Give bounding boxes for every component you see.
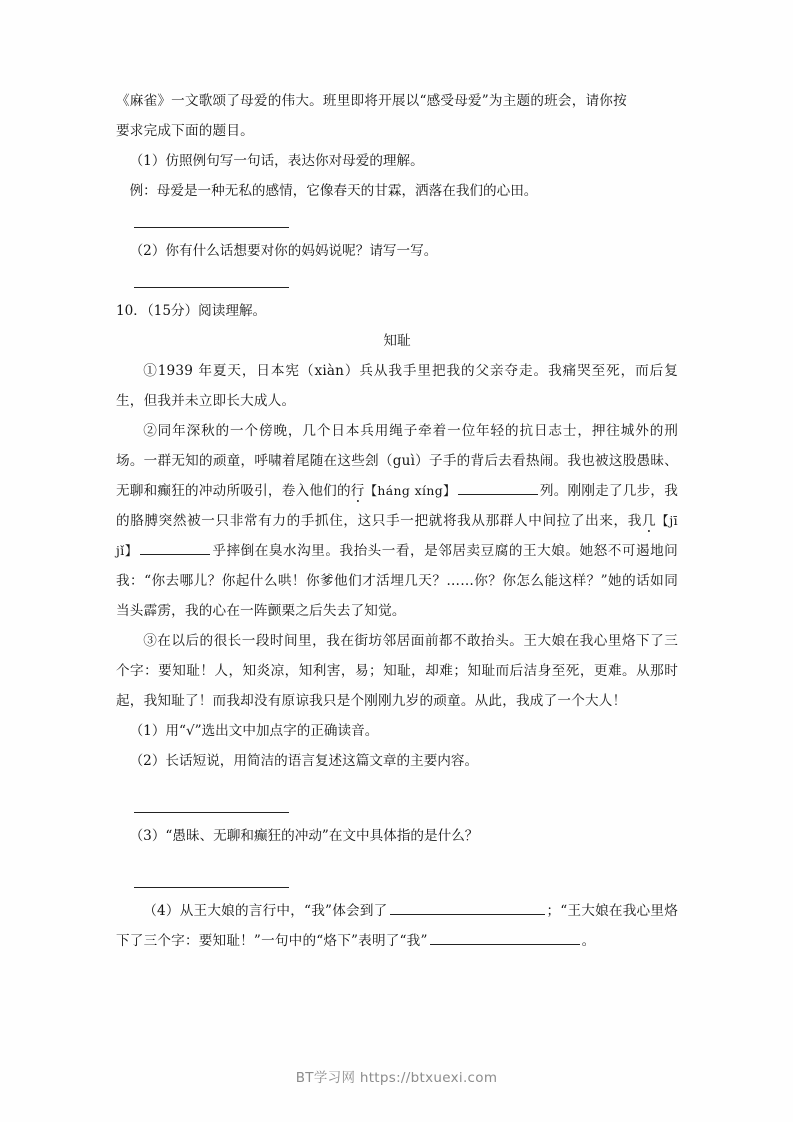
passage-paragraph-1: ①1939 年夏天，日本宪（xiàn）兵从我手里把我的父亲夺走。我痛哭至死，而后复生，但我并未立即长大成人。 xyxy=(116,363,678,409)
q9-sub-2-answer-blank[interactable] xyxy=(116,266,678,296)
q10-sub-4-blank-1[interactable] xyxy=(390,899,545,915)
q10-sub-4-text-a: （4）从王大娘的言行中，“我”体会到了 xyxy=(143,903,388,919)
q9-sub-2: （2）你有什么话想要对你的妈妈说呢？请写一写。 xyxy=(129,243,438,259)
q10-sub-2: （2）长话短说，用简洁的语言复述这篇文章的主要内容。 xyxy=(129,753,479,769)
pinyin-choice-blank-2[interactable] xyxy=(140,539,210,555)
q10-heading: 10．（15分）阅读理解。 xyxy=(116,303,267,319)
q10-sub-2-answer-blank[interactable] xyxy=(116,791,678,821)
q10-sub-2-gap xyxy=(116,776,678,791)
emphasis-dot-char: 行 xyxy=(350,483,365,499)
passage-paragraph-2 xyxy=(116,416,678,626)
page-content xyxy=(116,86,678,956)
passage-title: 知耻 xyxy=(383,333,411,349)
pinyin-hang-xing: 【háng xíng】 xyxy=(364,483,456,498)
emphasis-dot-char: 几 xyxy=(641,513,657,529)
q10-sub-4-text-b: ；“王大娘在我心里烙下了三个字：要知耻！”一句中的“烙下”表明了“我” xyxy=(116,903,678,949)
q9-prompt-line2: 要求完成下面的题目。 xyxy=(116,123,254,139)
question-10-block xyxy=(116,296,678,956)
passage-p2-text-b: 列。刚刚走了几步，我的胳膊突然被一只非常有力的手抓住，这只手一把就将我从那群人中间拉了出来，我几 xyxy=(116,483,678,529)
q10-sub-4-text-c: 。 xyxy=(581,933,596,949)
footer-watermark: BT学习网 https://btxuexi.com xyxy=(295,1070,498,1086)
q10-sub-4-blank-2[interactable] xyxy=(430,929,580,945)
passage-p2-text-a: ②同年深秋的一个傍晚，几个日本兵用绳子牵着一位年轻的抗日志士，押往城外的刑场。一群无知的顽童，呼啸着尾随在这些刽（guì）子手的背后去看热闹。我也被这股愚昧、无聊和癫狂的冲动所吸引，卷入他们的行 xyxy=(116,423,678,499)
passage-paragraph-3: ③在以后的很长一段时间里，我在街坊邻居面前都不敢抬头。王大娘在我心里烙下了三个字：要知耻！人，知炎凉，知利害，易；知耻，却难；知耻而后洁身至死，更难。从那时起，我知耻了！而我却没有原谅我只是个刚刚九岁的顽童。从此，我成了一个大人！ xyxy=(116,633,678,709)
pinyin-choice-blank-1[interactable] xyxy=(458,479,538,495)
q10-sub-3: （3）“愚昧、无聊和癫狂的冲动”在文中具体指的是什么？ xyxy=(129,828,479,844)
q10-sub-1: （1）用“√”选出文中加点字的正确读音。 xyxy=(129,723,379,739)
q9-prompt-line1: 《麻雀》一文歌颂了母爱的伟大。班里即将开展以“感受母爱”为主题的班会，请你按 xyxy=(116,93,627,109)
q9-example: 例：母爱是一种无私的感情，它像春天的甘霖，洒落在我们的心田。 xyxy=(129,183,538,199)
q10-sub-3-answer-blank[interactable] xyxy=(116,866,678,896)
q9-sub-1: （1）仿照例句写一句话，表达你对母爱的理解。 xyxy=(129,153,424,169)
q9-sub-1-answer-blank[interactable] xyxy=(116,206,678,236)
question-9-block xyxy=(116,86,678,296)
passage-p2-text-c: 乎摔倒在臭水沟里。我抬头一看，是邻居卖豆腐的王大娘。她怒不可遏地问我：“你去哪儿？你起什么哄！你爹他们才活埋几天？……你？你怎么能这样？”她的话如同当头霹雳，我的心在一阵颤栗之后失去了知觉。 xyxy=(116,543,678,619)
q10-sub-3-gap xyxy=(116,851,678,866)
q10-sub-4 xyxy=(116,896,678,956)
pinyin-ji-ji: 【jī jǐ】 xyxy=(116,513,678,558)
